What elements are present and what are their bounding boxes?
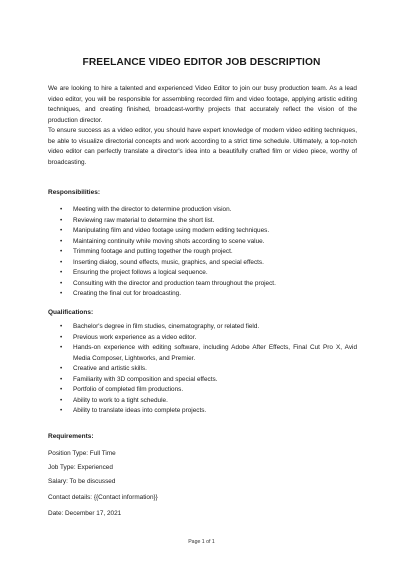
posting-date: Date: December 17, 2021 [48,510,122,517]
list-item: • Bachelor's degree in film studies, cinematography, or related field. [48,322,357,333]
list-item: • Ability to work to a tight schedule. [48,396,357,407]
position-type: Position Type: Full Time [48,450,116,457]
list-item: • Consulting with the director and production team throughout the project. [48,279,357,290]
requirements-heading: Requirements: [48,433,94,440]
list-item: • Manipulating film and video footage using modern editing techniques. [48,226,357,237]
list-item: • Creating the final cut for broadcasting. [48,289,357,300]
list-item: • Reviewing raw material to determine the short list. [48,216,357,227]
responsibilities-list [48,205,357,300]
qualifications-list [48,322,357,417]
list-item: • Familiarity with 3D composition and special effects. [48,375,357,386]
list-item: • Ability to translate ideas into complete projects. [48,406,357,417]
job-type: Job Type: Experienced [48,464,113,471]
list-item: • Hands-on experience with editing software, including Adobe After Effects, Final Cut Pro X, Avid Media Composer, Lightworks, and Premier. [48,343,357,364]
document-title: FREELANCE VIDEO EDITOR JOB DESCRIPTION [82,57,321,68]
list-item: • Trimming footage and putting together the rough project. [48,247,357,258]
responsibilities-heading: Responsibilities: [48,189,101,196]
list-item: • Maintaining continuity while moving shots according to scene value. [48,237,357,248]
qualifications-heading: Qualifications: [48,309,94,316]
contact-details: Contact details: {{Contact information}} [48,494,158,501]
list-item: • Portfolio of completed film productions. [48,385,357,396]
intro-paragraph: To ensure success as a video editor, you should have expert knowledge of modern video editing techniques, be able to visualize directorial concepts and work according to a strict time schedule. Ultimately, a top-notch video editor can perfectly translate a director's idea into a beautifully crafted film or video piece, worthy of broadcasting. [48,127,357,166]
list-item: • Inserting dialog, sound effects, music, graphics, and special effects. [48,258,357,269]
list-item: • Previous work experience as a video editor. [48,333,357,344]
list-item: • Ensuring the project follows a logical sequence. [48,268,357,279]
list-item: • Creative and artistic skills. [48,364,357,375]
page-number: Page 1 of 1 [188,539,215,545]
list-item: • Meeting with the director to determine production vision. [48,205,357,216]
intro-paragraph: We are looking to hire a talented and experienced Video Editor to join our busy production team. As a lead video editor, you will be responsible for assembling recorded film and video footage, applying artistic editing techniques, and creating finished, broadcast-worthy projects that accurately reflect the vision of the production director. [48,85,357,124]
salary: Salary: To be discussed [48,478,116,485]
